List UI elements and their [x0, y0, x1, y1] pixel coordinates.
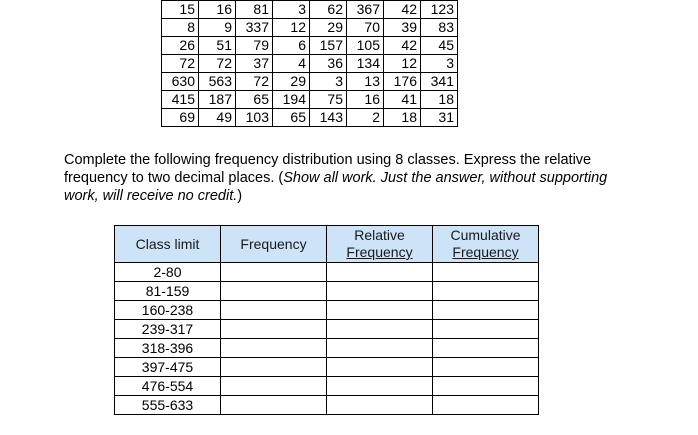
data-cell: 12 — [384, 55, 421, 73]
class-limit-cell: 239-317 — [115, 320, 221, 339]
class-row — [115, 358, 539, 377]
cumulative-frequency-cell[interactable] — [433, 282, 539, 301]
relative-frequency-cell[interactable] — [327, 263, 433, 282]
data-cell: 143 — [310, 109, 347, 127]
data-cell: 6 — [273, 37, 310, 55]
data-cell: 563 — [199, 73, 236, 91]
frequency-cell[interactable] — [221, 396, 327, 415]
frequency-cell[interactable] — [221, 282, 327, 301]
data-cell: 187 — [199, 91, 236, 109]
class-row — [115, 263, 539, 282]
data-cell: 39 — [384, 19, 421, 37]
data-cell: 72 — [199, 55, 236, 73]
header-cumulative-line2: Frequency — [452, 244, 519, 260]
header-frequency: Frequency — [221, 226, 327, 263]
data-cell: 41 — [384, 91, 421, 109]
data-row — [162, 1, 458, 19]
class-limit-cell: 397-475 — [115, 358, 221, 377]
frequency-distribution-table — [114, 225, 539, 415]
class-row — [115, 396, 539, 415]
class-row — [115, 301, 539, 320]
data-cell: 51 — [199, 37, 236, 55]
class-limit-cell: 318-396 — [115, 339, 221, 358]
cumulative-frequency-cell[interactable] — [433, 320, 539, 339]
data-cell: 81 — [236, 1, 273, 19]
cumulative-frequency-cell[interactable] — [433, 263, 539, 282]
data-cell: 16 — [199, 1, 236, 19]
data-cell: 176 — [384, 73, 421, 91]
relative-frequency-cell[interactable] — [327, 377, 433, 396]
data-cell: 3 — [273, 1, 310, 19]
class-row — [115, 339, 539, 358]
data-cell: 123 — [421, 1, 458, 19]
data-cell: 72 — [162, 55, 199, 73]
relative-frequency-cell[interactable] — [327, 358, 433, 377]
data-cell: 16 — [347, 91, 384, 109]
header-cumulative-frequency — [433, 226, 539, 263]
data-cell: 341 — [421, 73, 458, 91]
header-relative-line1: Relative — [354, 227, 405, 243]
data-cell: 630 — [162, 73, 199, 91]
data-row — [162, 91, 458, 109]
data-cell: 15 — [162, 1, 199, 19]
cumulative-frequency-cell[interactable] — [433, 339, 539, 358]
frequency-cell[interactable] — [221, 358, 327, 377]
data-cell: 2 — [347, 109, 384, 127]
data-cell: 62 — [310, 1, 347, 19]
data-row — [162, 73, 458, 91]
data-cell: 367 — [347, 1, 384, 19]
data-row — [162, 37, 458, 55]
header-relative-frequency — [327, 226, 433, 263]
data-cell: 49 — [199, 109, 236, 127]
frequency-cell[interactable] — [221, 263, 327, 282]
cumulative-frequency-cell[interactable] — [433, 301, 539, 320]
data-cell: 18 — [384, 109, 421, 127]
data-cell: 36 — [310, 55, 347, 73]
frequency-cell[interactable] — [221, 339, 327, 358]
data-cell: 18 — [421, 91, 458, 109]
data-cell: 83 — [421, 19, 458, 37]
data-cell: 3 — [421, 55, 458, 73]
class-row — [115, 377, 539, 396]
header-relative-line2: Frequency — [346, 244, 413, 260]
class-row — [115, 320, 539, 339]
frequency-cell[interactable] — [221, 301, 327, 320]
data-cell: 72 — [236, 73, 273, 91]
data-cell: 65 — [236, 91, 273, 109]
frequency-cell[interactable] — [221, 320, 327, 339]
header-cumulative-line1: Cumulative — [450, 227, 521, 243]
raw-data-table — [161, 0, 458, 127]
data-cell: 65 — [273, 109, 310, 127]
data-cell: 8 — [162, 19, 199, 37]
relative-frequency-cell[interactable] — [327, 396, 433, 415]
data-cell: 3 — [310, 73, 347, 91]
class-limit-cell: 160-238 — [115, 301, 221, 320]
class-limit-cell: 81-159 — [115, 282, 221, 301]
class-row — [115, 282, 539, 301]
data-cell: 75 — [310, 91, 347, 109]
data-cell: 134 — [347, 55, 384, 73]
class-limit-cell: 476-554 — [115, 377, 221, 396]
cumulative-frequency-cell[interactable] — [433, 377, 539, 396]
data-cell: 29 — [273, 73, 310, 91]
data-cell: 105 — [347, 37, 384, 55]
data-cell: 103 — [236, 109, 273, 127]
data-cell: 194 — [273, 91, 310, 109]
data-cell: 157 — [310, 37, 347, 55]
cumulative-frequency-cell[interactable] — [433, 358, 539, 377]
relative-frequency-cell[interactable] — [327, 282, 433, 301]
instructions-end: ) — [237, 188, 243, 204]
data-cell: 45 — [421, 37, 458, 55]
data-cell: 37 — [236, 55, 273, 73]
instructions-italic: Show all work. Just the answer, without supporting work, will receive no credit. — [64, 170, 608, 204]
header-class-limit: Class limit — [115, 226, 221, 263]
data-cell: 415 — [162, 91, 199, 109]
data-cell: 31 — [421, 109, 458, 127]
data-cell: 29 — [310, 19, 347, 37]
frequency-cell[interactable] — [221, 377, 327, 396]
instructions-main: Complete the following frequency distribution using 8 classes. Express the relative frequency to two decimal places. ( — [64, 152, 592, 186]
data-cell: 9 — [199, 19, 236, 37]
data-row — [162, 109, 458, 127]
cumulative-frequency-cell[interactable] — [433, 396, 539, 415]
data-cell: 26 — [162, 37, 199, 55]
data-cell: 42 — [384, 37, 421, 55]
relative-frequency-cell[interactable] — [327, 301, 433, 320]
data-cell: 79 — [236, 37, 273, 55]
class-limit-cell: 2-80 — [115, 263, 221, 282]
data-cell: 69 — [162, 109, 199, 127]
relative-frequency-cell[interactable] — [327, 320, 433, 339]
data-row — [162, 19, 458, 37]
data-cell: 70 — [347, 19, 384, 37]
data-cell: 4 — [273, 55, 310, 73]
data-cell: 13 — [347, 73, 384, 91]
data-row — [162, 55, 458, 73]
relative-frequency-cell[interactable] — [327, 339, 433, 358]
instructions-text — [64, 151, 624, 205]
data-cell: 42 — [384, 1, 421, 19]
data-cell: 12 — [273, 19, 310, 37]
data-cell: 337 — [236, 19, 273, 37]
class-limit-cell: 555-633 — [115, 396, 221, 415]
